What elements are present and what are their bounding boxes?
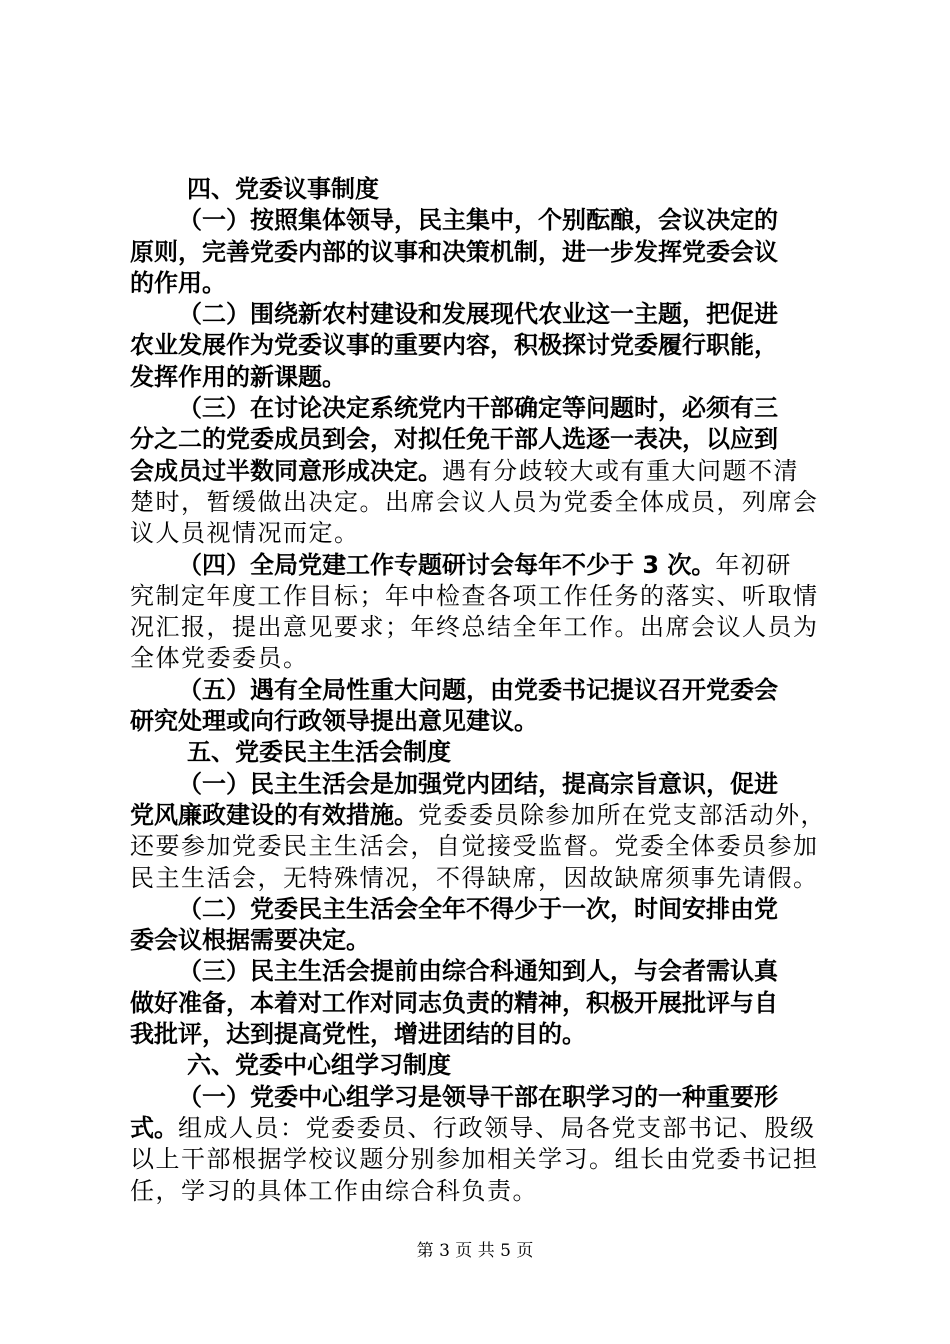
- section-heading: 六、党委中心组学习制度: [187, 1051, 451, 1080]
- document-body: [130, 174, 830, 1207]
- paragraph-line: 党风廉政建设的有效措施。党委委员除参加所在党支部活动外，: [130, 800, 826, 829]
- paragraph-line: 议人员视情况而定。: [130, 519, 360, 548]
- page-number-footer: 第 3 页 共 5 页: [416, 1241, 534, 1261]
- paragraph-line: 况汇报，提出意见要求；年终总结全年工作。出席会议人员为: [130, 613, 819, 642]
- paragraph-line: （三）民主生活会提前由综合科通知到人，与会者需认真: [178, 957, 778, 986]
- paragraph-line: 原则，完善党委内部的议事和决策机制，进一步发挥党委会议: [130, 237, 778, 266]
- paragraph-line: （一）民主生活会是加强党内团结，提高宗旨意识，促进: [178, 769, 778, 798]
- section-heading: 四、党委议事制度: [187, 175, 379, 203]
- paragraph-line: 农业发展作为党委议事的重要内容，积极探讨党委履行职能，: [130, 331, 778, 360]
- paragraph-line: 楚时，暂缓做出决定。出席会议人员为党委全体成员，列席会: [130, 487, 819, 516]
- paragraph-line: 委会议根据需要决定。: [130, 926, 370, 955]
- paragraph-line: （二）围绕新农村建设和发展现代农业这一主题，把促进: [178, 300, 778, 329]
- paragraph-line: 任，学习的具体工作由综合科负责。: [130, 1176, 538, 1205]
- paragraph-line: （二）党委民主生活会全年不得少于一次，时间安排由党: [178, 894, 778, 923]
- paragraph-line: （三）在讨论决定系统党内干部确定等问题时，必须有三: [178, 394, 778, 423]
- paragraph-line: 全体党委委员。: [130, 644, 309, 673]
- section-heading: 五、党委民主生活会制度: [187, 738, 451, 767]
- paragraph-line: 民主生活会，无特殊情况，不得缺席，因故缺席须事先请假。: [130, 863, 819, 892]
- paragraph-line: 的作用。: [130, 268, 226, 297]
- paragraph-line: （五）遇有全局性重大问题，由党委书记提议召开党委会: [178, 675, 778, 704]
- paragraph-line: 究制定年度工作目标；年中检查各项工作任务的落实、听取情: [130, 581, 819, 610]
- paragraph-line: 发挥作用的新课题。: [130, 362, 346, 391]
- paragraph-line: 以上干部根据学校议题分别参加相关学习。组长由党委书记担: [130, 1145, 819, 1174]
- paragraph-line: 还要参加党委民主生活会，自觉接受监督。党委全体委员参加: [130, 832, 819, 861]
- paragraph-line: 分之二的党委成员到会，对拟任免干部人选逐一表决，以应到: [130, 425, 778, 454]
- paragraph-line: （一）按照集体领导，民主集中，个别酝酿，会议决定的: [178, 206, 778, 235]
- paragraph-line: 我批评，达到提高党性，增进团结的目的。: [130, 1020, 586, 1049]
- paragraph-line: 式。组成人员：党委委员、行政领导、局各党支部书记、股级: [130, 1113, 816, 1142]
- paragraph-line: 研究处理或向行政领导提出意见建议。: [130, 707, 538, 736]
- paragraph-line: 会成员过半数同意形成决定。遇有分歧较大或有重大问题不清: [130, 456, 799, 485]
- paragraph-line: 做好准备，本着对工作对同志负责的精神，积极开展批评与自: [130, 988, 778, 1017]
- paragraph-line: （一）党委中心组学习是领导干部在职学习的一种重要形: [178, 1082, 778, 1111]
- paragraph-line: （四）全局党建工作专题研讨会每年不少于 3 次。年初研: [178, 550, 792, 579]
